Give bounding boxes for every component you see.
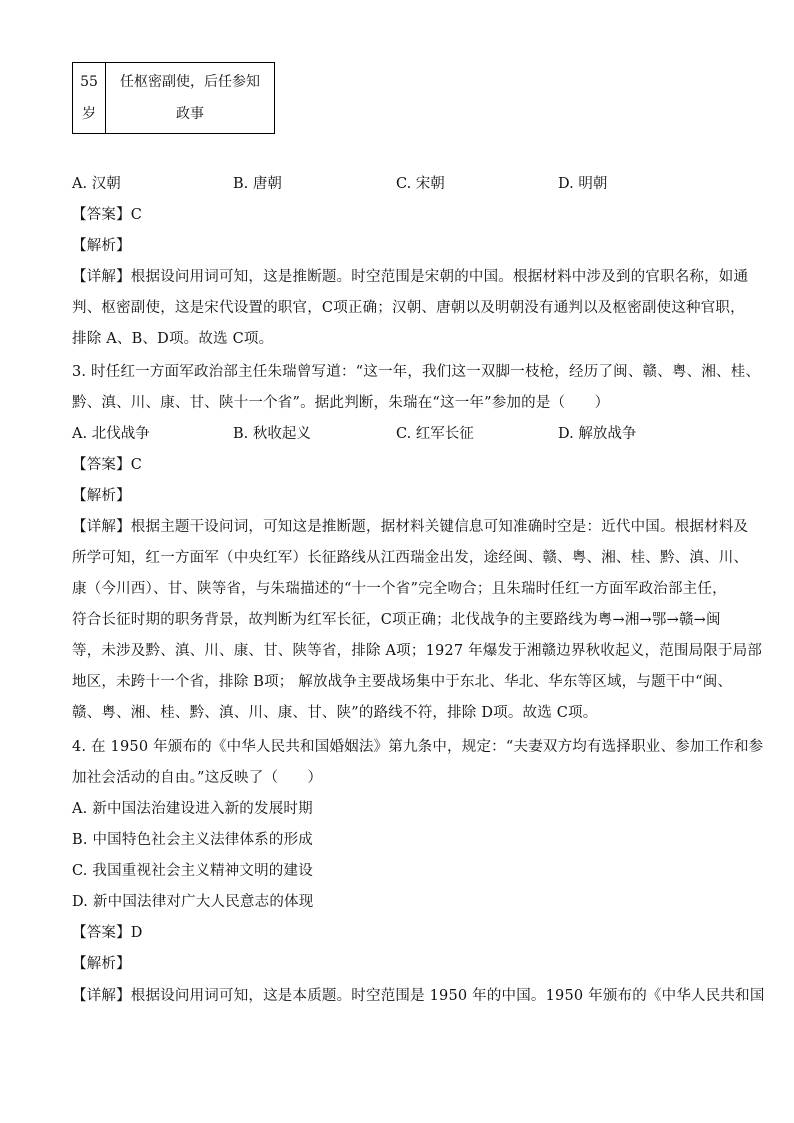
table-row <box>73 63 275 134</box>
duty-line-2: 政事 <box>176 106 204 122</box>
q3-option-a: A. 北伐战争 <box>72 426 150 442</box>
q2-detail-line-2: 判、枢密副使，这是宋代设置的职官，C项正确；汉朝、唐朝以及明朝没有通判以及枢密副使这种官职， <box>72 300 745 316</box>
q4-stem-line-1: 4. 在 1950 年颁布的《中华人民共和国婚姻法》第九条中，规定：“夫妻双方均有选择职业、参加工作和参 <box>72 739 764 755</box>
q3-answer: 【答案】C <box>72 457 143 473</box>
q4-detail-line-1: 【详解】根据设问用词可知，这是本质题。时空范围是 1950 年的中国。1950 年颁布的《中华人民共和国 <box>72 988 765 1004</box>
q2-option-a: A. 汉朝 <box>72 176 121 192</box>
q3-option-c: C. 红军长征 <box>396 426 474 442</box>
q3-option-d: D. 解放战争 <box>558 426 637 442</box>
q2-option-d: D. 明朝 <box>558 176 608 192</box>
q3-detail-line-7: 赣、粤、湘、桂、黔、滇、川、康、甘、陕”的路线不符，排除 D项。故选 C项。 <box>72 705 598 721</box>
q4-option-c: C. 我国重视社会主义精神文明的建设 <box>72 863 313 879</box>
duty-line-1: 任枢密副使，后任参知 <box>120 74 260 90</box>
q4-option-d: D. 新中国法律对广大人民意志的体现 <box>72 894 314 910</box>
q3-option-b: B. 秋收起义 <box>233 426 311 442</box>
q2-option-b: B. 唐朝 <box>233 176 282 192</box>
q2-analysis-heading: 【解析】 <box>72 238 131 254</box>
q4-option-b: B. 中国特色社会主义法律体系的形成 <box>72 832 313 848</box>
q2-detail-line-3: 排除 A、B、D项。故选 C项。 <box>72 331 274 347</box>
duty-cell <box>106 63 275 134</box>
info-table <box>72 62 275 134</box>
q3-detail-line-5: 等，未涉及黔、滇、川、康、甘、陕等省，排除 A项；1927 年爆发于湘赣边界秋收起义，范围局限于局部 <box>72 643 763 659</box>
age-cell <box>73 63 106 134</box>
q3-stem-line-1: 3. 时任红一方面军政治部主任朱瑞曾写道：“这一年，我们这一双脚一枝枪，经历了闽、赣、粤、湘、桂、 <box>72 364 761 380</box>
q3-detail-line-6: 地区，未跨十一个省，排除 B项； 解放战争主要战场集中于东北、华北、华东等区域，与题干中“闽、 <box>72 674 733 690</box>
q3-detail-line-2: 所学可知，红一方面军（中央红军）长征路线从江西瑞金出发，途经闽、赣、粤、湘、桂、黔、滇、川、 <box>72 550 749 566</box>
age-unit: 岁 <box>82 106 96 122</box>
q4-analysis-heading: 【解析】 <box>72 956 131 972</box>
q2-option-c: C. 宋朝 <box>396 176 445 192</box>
q4-answer: 【答案】D <box>72 925 143 941</box>
q3-analysis-heading: 【解析】 <box>72 488 131 504</box>
q3-stem-line-2: 黔、滇、川、康、甘、陕十一个省”。据此判断，朱瑞在“这一年”参加的是（ ） <box>72 395 610 411</box>
q4-option-a: A. 新中国法治建设进入新的发展时期 <box>72 801 313 817</box>
q3-detail-line-3: 康（今川西）、甘、陕等省，与朱瑞描述的“十一个省”完全吻合；且朱瑞时任红一方面军政治部主任， <box>72 581 727 597</box>
q4-stem-line-2: 加社会活动的自由。”这反映了（ ） <box>72 770 323 786</box>
age-value: 55 <box>80 74 98 90</box>
q2-detail-line-1: 【详解】根据设问用词可知，这是推断题。时空范围是宋朝的中国。根据材料中涉及到的官职名称，如通 <box>72 269 749 285</box>
q2-answer: 【答案】C <box>72 207 143 223</box>
q3-detail-line-4: 符合长征时期的职务背景，故判断为红军长征，C项正确；北伐战争的主要路线为粤→湘→鄂→赣→闽 <box>72 612 721 628</box>
q3-detail-line-1: 【详解】根据主题干设问词，可知这是推断题，据材料关键信息可知准确时空是：近代中国。根据材料及 <box>72 519 749 535</box>
